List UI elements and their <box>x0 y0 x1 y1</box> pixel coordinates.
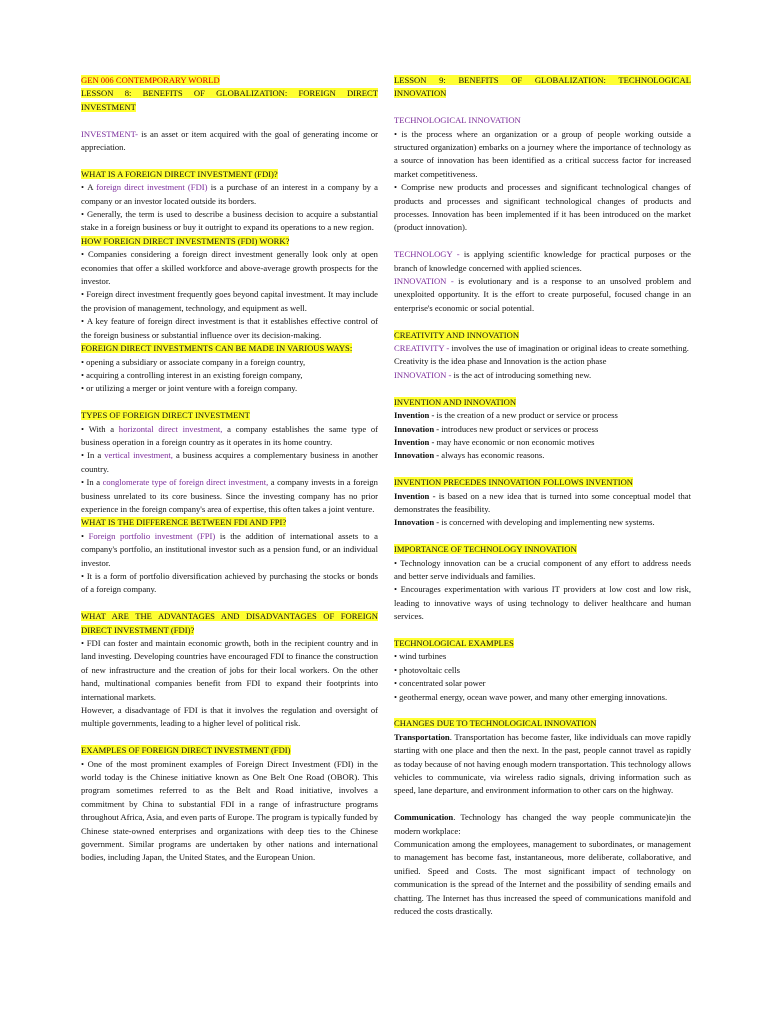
right-column <box>394 74 691 918</box>
ip-line-1: Invention - is based on a new idea that is turned into some conceptual model that demonstrates the feasibility. <box>394 490 691 514</box>
heading-examples-fdi: EXAMPLES OF FOREIGN DIRECT INVESTMENT (FDI) <box>81 745 291 756</box>
heading-fdi-vs-fpi: WHAT IS THE DIFFERENCE BETWEEN FDI AND FPI? <box>81 517 287 528</box>
adv-bullet-1: • FDI can foster and maintain economic growth, both in the recipient country and in land investing. Developing countries have encouraged FDI to finance the construction of new infrastructure and the creation of jobs for their local workers. On the other hand, multinational companies benefit from FDI to expand their footprints into international markets. <box>81 637 378 704</box>
te-bullet-2: • photovoltaic cells <box>394 664 691 677</box>
creativity-definition: CREATIVITY - involves the use of imagination or original ideas to create something. <box>394 343 689 354</box>
heading-fdi-ways: FOREIGN DIRECT INVESTMENTS CAN BE MADE IN VARIOUS WAYS: <box>81 343 353 354</box>
diff-bullet-2: • It is a form of portfolio diversification achieved by purchasing the stocks or bonds of a foreign company. <box>81 570 378 597</box>
ip-line-2: Innovation - is concerned with developing and implementing new systems. <box>394 517 655 528</box>
heading-invention-precedes: INVENTION PRECEDES INNOVATION FOLLOWS INVENTION <box>394 477 634 488</box>
creativity-idea-line: Creativity is the idea phase and Innovation is the action phase <box>394 356 607 367</box>
ti-bullet-1: • is the process where an organization or a group of people working outside a structured organization) embarks on a journey where the importance of technology as a source of innovation has been identified as a critical success factor for increased market competitiveness. <box>394 128 691 182</box>
investment-definition: INVESTMENT- is an asset or item acquired with the goal of generating income or appreciation. <box>81 128 378 153</box>
lesson-8-title: LESSON 8: BENEFITS OF GLOBALIZATION: FOREIGN DIRECT INVESTMENT <box>81 88 378 112</box>
transportation-paragraph: Transportation. Transportation has become faster, like individuals can move rapidly starting with one place and then the next. In the past, people cannot travel as rapidly as today because of not having enough modern transportation. This technology allows vehicles to communicate, via wireless radio signals, driving information such as speed, lane departure, and environment information to other cars on the highway. <box>394 731 691 796</box>
innovation-definition: INNOVATION - is evolutionary and is a response to an unsolved problem and unexploited opportunity. It is the effort to create purposeful, focused change in an enterprise's economic or social potential. <box>394 276 691 313</box>
ii-line-1: Invention - is the creation of a new product or service or process <box>394 410 618 421</box>
te-bullet-3: • concentrated solar power <box>394 677 691 690</box>
types-bullet-2: • In a vertical investment, a business acquires a complementary business in another country. <box>81 449 378 476</box>
course-title: GEN 006 CONTEMPORARY WORLD <box>81 75 220 85</box>
heading-how-fdi-work: HOW FOREIGN DIRECT INVESTMENTS (FDI) WORK? <box>81 235 290 246</box>
heading-importance: IMPORTANCE OF TECHNOLOGY INNOVATION <box>394 544 577 555</box>
fdi-bullet-1: • A foreign direct investment (FDI) is a purchase of an interest in a company by a company or an investor located outside its borders. <box>81 181 378 208</box>
ii-line-2: Innovation - introduces new product or services or process <box>394 423 599 434</box>
fdi-bullet-2: • Generally, the term is used to describe a business decision to acquire a substantial stake in a foreign business or buy it outright to expand its operations to a new region. <box>81 208 378 235</box>
how-bullet-3: • A key feature of foreign direct investment is that it establishes effective control of the foreign business or substantial influence over its decision-making. <box>81 315 378 342</box>
communication-paragraph-2: Communication among the employees, management to subordinates, or management to management has become fast, instantaneous, more deliberate, collaborative, and unified. Speed and Costs. The most significant impact of technology on communication is the spread of the Internet and the possibility of sending emails and chatting. The Internet has thus increased the speed of communications manifold and reduced the costs drastically. <box>394 839 691 917</box>
heading-advantages: WHAT ARE THE ADVANTAGES AND DISADVANTAGES OF FOREIGN DIRECT INVESTMENT (FDI)? <box>81 611 378 635</box>
innovation-act-definition: INNOVATION - is the act of introducing something new. <box>394 369 592 380</box>
examples-bullet-1: • One of the most prominent examples of Foreign Direct Investment (FDI) in the world today is the Chinese initiative known as One Belt One Road (OBOR). This program sometimes referred to as the Belt and Road initiative, involves a commitment by China to substantial FDI in a range of infrastructure programs throughout Africa, Asia, and even parts of Europe. The program is typically funded by Chinese state-owned enterprises and organizations with deep ties to the Chinese government. Similar programs are undertaken by other nations and international bodies, including Japan, the United States, and the European Union. <box>81 758 378 865</box>
heading-technological-innovation: TECHNOLOGICAL INNOVATION <box>394 115 521 126</box>
heading-tech-examples: TECHNOLOGICAL EXAMPLES <box>394 637 514 648</box>
heading-changes: CHANGES DUE TO TECHNOLOGICAL INNOVATION <box>394 718 597 729</box>
ii-line-3: Invention - may have economic or non economic motives <box>394 436 595 447</box>
heading-types-fdi: TYPES OF FOREIGN DIRECT INVESTMENT <box>81 410 250 421</box>
imp-bullet-2: • Encourages experimentation with various IT providers at low cost and low risk, leading to innovative ways of using technology to deliver healthcare and human services. <box>394 583 691 623</box>
how-bullet-1: • Companies considering a foreign direct investment generally look only at open economies that offer a skilled workforce and above-average growth prospects for the investor. <box>81 248 378 288</box>
how-bullet-2: • Foreign direct investment frequently goes beyond capital investment. It may include the provision of management, technology, and equipment as well. <box>81 288 378 315</box>
communication-paragraph: Communication. Technology has changed the way people communicate)in the modern workplace: <box>394 812 691 836</box>
ways-bullet-3: • or utilizing a merger or joint venture with a foreign company. <box>81 382 378 395</box>
types-bullet-1: • With a horizontal direct investment, a company establishes the same type of business operation in a foreign country as it operates in its home country. <box>81 423 378 450</box>
diff-bullet-1: • Foreign portfolio investment (FPI) is the addition of international assets to a company's portfolio, an institutional investor such as a pension fund, or an individual investor. <box>81 530 378 570</box>
imp-bullet-1: • Technology innovation can be a crucial component of any effort to address needs and better serve individuals and families. <box>394 557 691 584</box>
ways-bullet-1: • opening a subsidiary or associate company in a foreign country, <box>81 356 378 369</box>
ways-bullet-2: • acquiring a controlling interest in an existing foreign company, <box>81 369 378 382</box>
left-column <box>81 74 378 865</box>
lesson-9-title: LESSON 9: BENEFITS OF GLOBALIZATION: TECHNOLOGICAL INNOVATION <box>394 75 691 99</box>
heading-what-is-fdi: WHAT IS A FOREIGN DIRECT INVESTMENT (FDI)? <box>81 168 278 179</box>
ti-bullet-2: • Comprise new products and processes and significant technological changes of products and processes and significant technological changes of products and processes. Innovation has been implemented if it has been introduced on the market (product innovation). <box>394 181 691 235</box>
te-bullet-1: • wind turbines <box>394 650 691 663</box>
types-bullet-3: • In a conglomerate type of foreign direct investment, a company invests in a foreign business unrelated to its core business. Since the investing company has no prior experience in the foreign company's area of expertise, this often takes a joint venture. <box>81 476 378 516</box>
heading-invention-innovation: INVENTION AND INNOVATION <box>394 396 517 407</box>
adv-paragraph-2: However, a disadvantage of FDI is that it involves the regulation and oversight of multiple governments, leading to a higher level of political risk. <box>81 705 378 729</box>
technology-definition: TECHNOLOGY - is applying scientific knowledge for practical purposes or the branch of knowledge concerned with applied sciences. <box>394 249 691 273</box>
ii-line-4: Innovation - always has economic reasons. <box>394 450 545 461</box>
heading-creativity-innovation: CREATIVITY AND INNOVATION <box>394 329 520 340</box>
te-bullet-4: • geothermal energy, ocean wave power, and many other emerging innovations. <box>394 691 691 704</box>
